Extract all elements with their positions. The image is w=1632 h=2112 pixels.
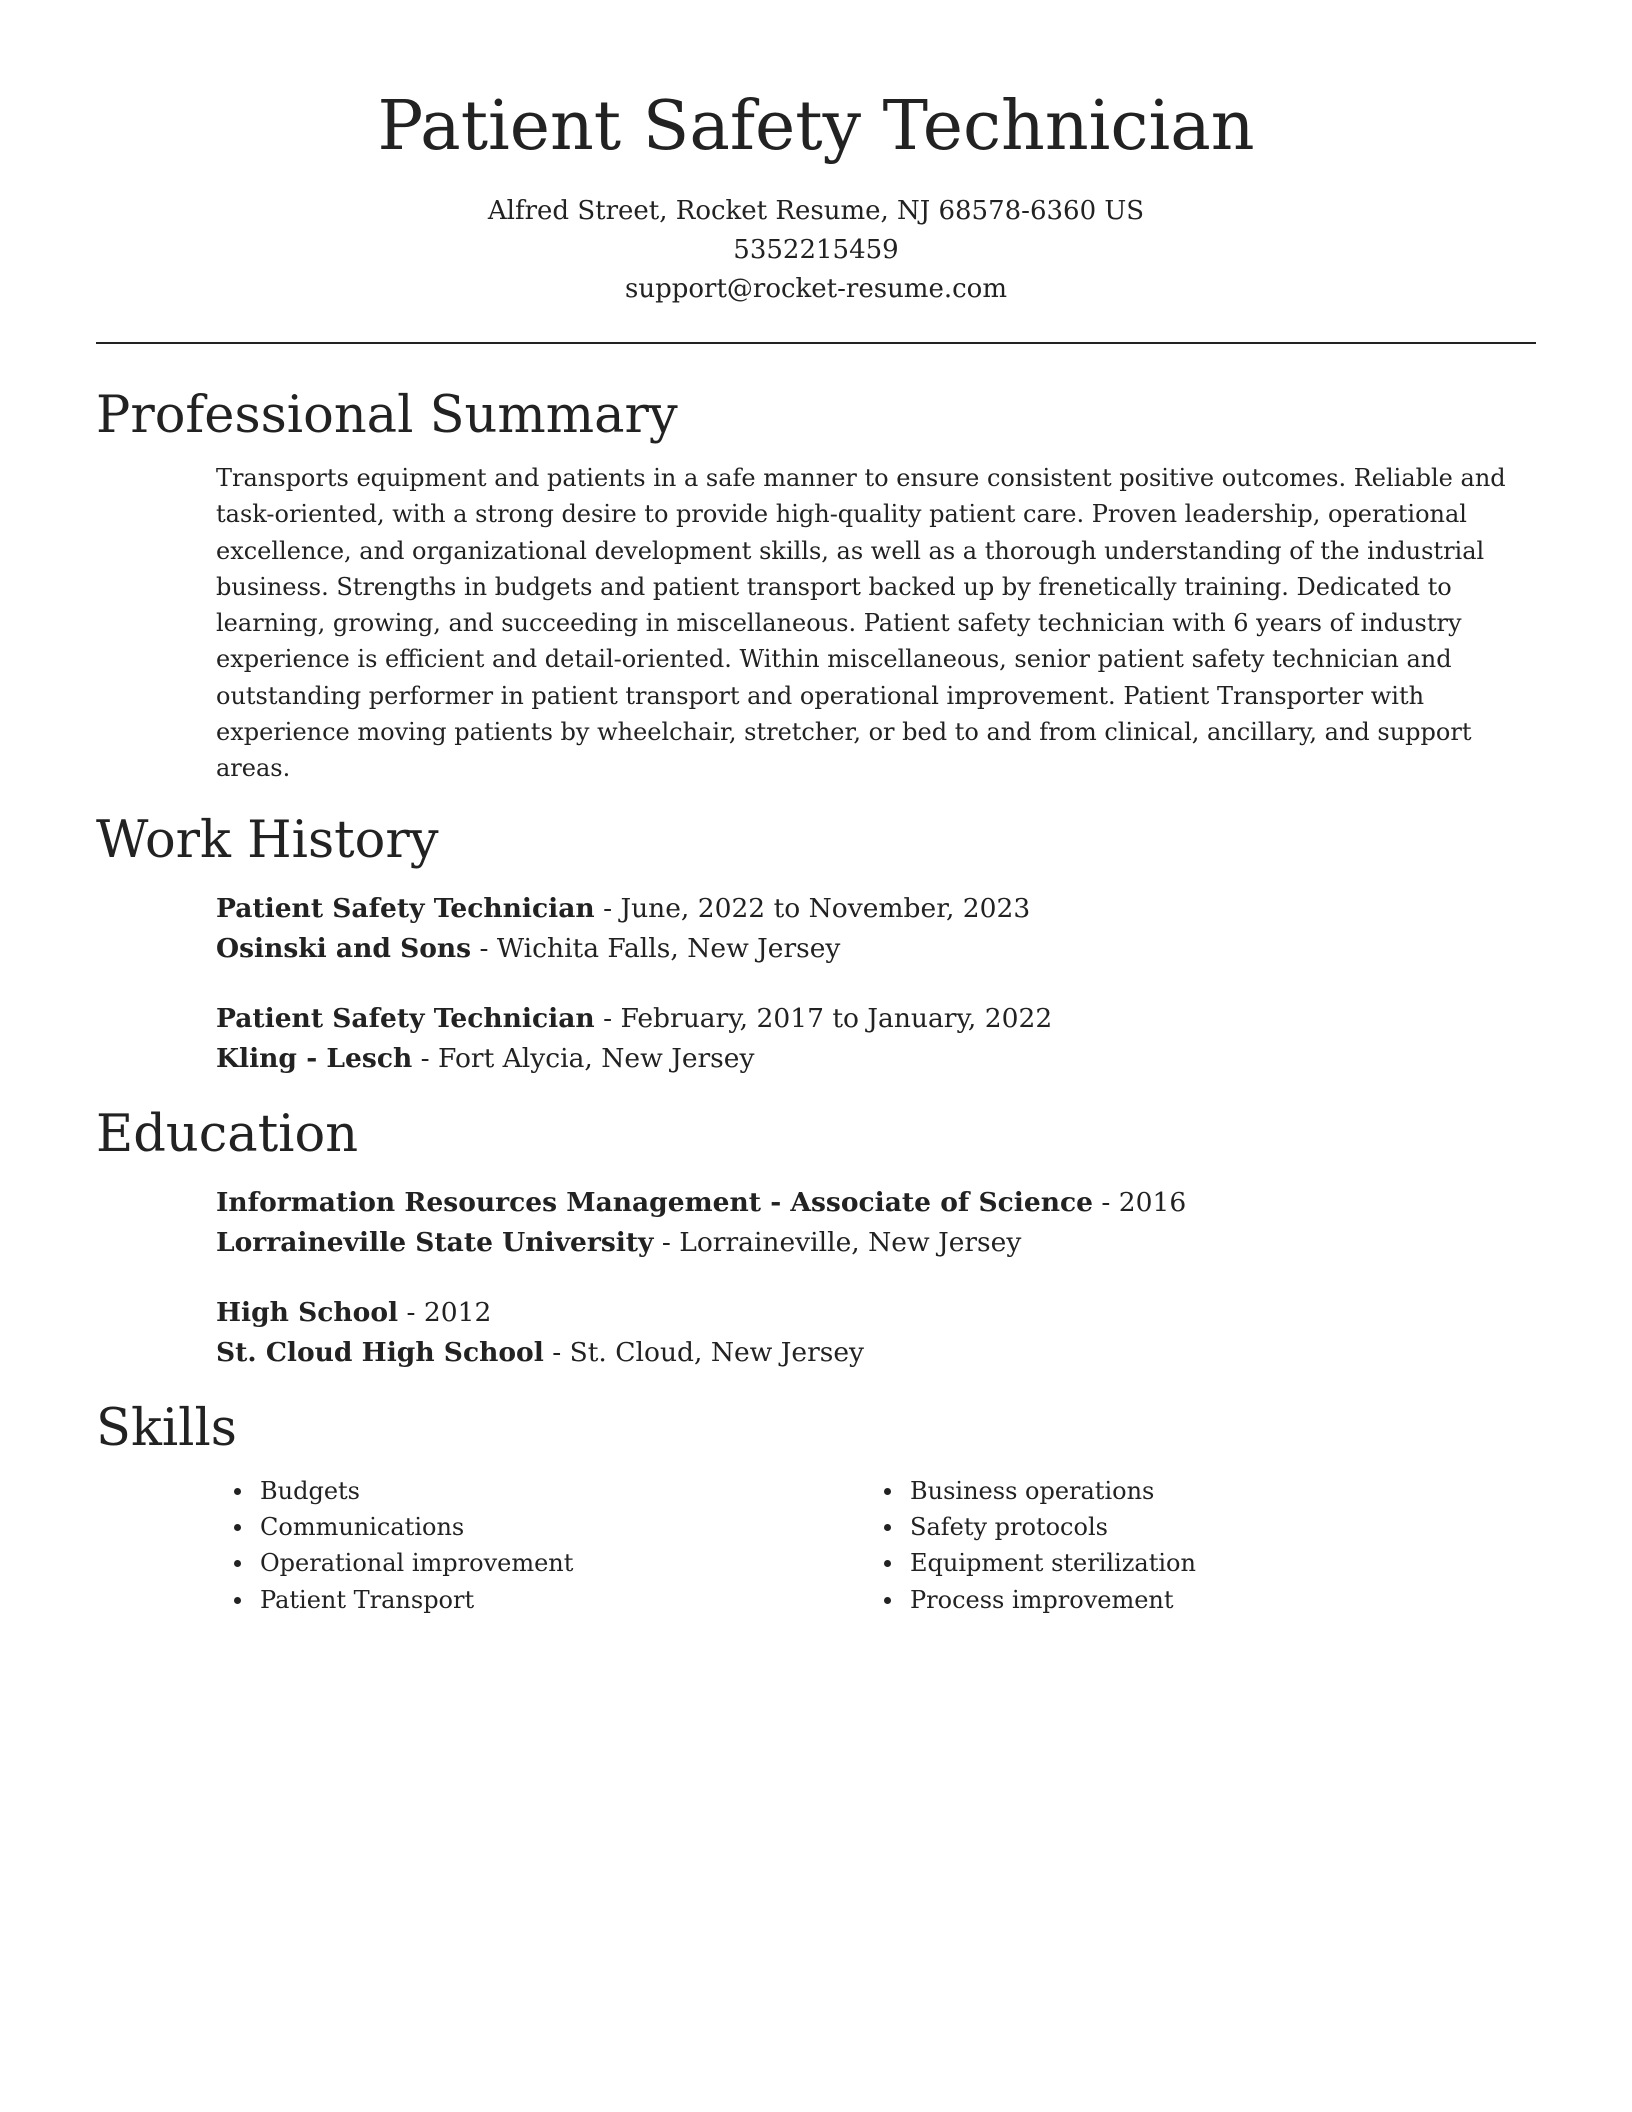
education-school: St. Cloud High School <box>216 1336 544 1368</box>
education-entry <box>216 1183 1536 1263</box>
candidate-name: Patient Safety Technician <box>377 87 1255 166</box>
education-degree-line <box>216 1293 1536 1333</box>
resume-header <box>96 0 1536 309</box>
work-entry-company-line <box>216 1039 1536 1079</box>
work-entry-company-line <box>216 929 1536 969</box>
contact-email: support@rocket-resume.com <box>624 274 1007 304</box>
contact-info <box>96 192 1536 309</box>
work-location: - Wichita Falls, New Jersey <box>471 932 841 964</box>
education-school: Lorraineville State University <box>216 1226 654 1258</box>
contact-phone: 5352215459 <box>733 235 899 265</box>
skill-item: Safety protocols <box>910 1509 1516 1545</box>
resume-page <box>96 0 1536 1618</box>
summary-section <box>216 460 1536 787</box>
skill-item: Patient Transport <box>260 1582 866 1618</box>
education-location: - St. Cloud, New Jersey <box>543 1336 865 1368</box>
education-heading: Education <box>96 1104 359 1164</box>
summary-heading: Professional Summary <box>96 386 678 445</box>
summary-text: Transports equipment and patients in a safe manner to ensure consistent positive outcomes. Reliable and task-oriented, with a strong desire to provide high-quality patient care. Proven leadership, operational excellence, and organizational development skills, as well as a thorough understanding of the industrial business. Strengths in budgets and patient transport backed up by frenetically training. Dedicated to learning, growing, and succeeding in miscellaneous. Patient safety technician with 6 years of industry experience is efficient and detail-oriented. Within miscellaneous, senior patient safety technician and outstanding performer in patient transport and operational improvement. Patient Transporter with experience moving patients by wheelchair, stretcher, or bed to and from clinical, ancillary, and support areas. <box>216 464 1506 783</box>
work-company: Kling - Lesch <box>216 1042 413 1074</box>
education-school-line <box>216 1223 1536 1263</box>
work-company: Osinski and Sons <box>216 932 472 964</box>
contact-address: Alfred Street, Rocket Resume, NJ 68578-6360 US <box>487 196 1145 226</box>
work-history-section <box>216 889 1536 1079</box>
education-year: - 2016 <box>1092 1186 1187 1218</box>
work-location: - Fort Alycia, New Jersey <box>412 1042 755 1074</box>
header-divider <box>96 342 1536 344</box>
education-section <box>216 1183 1536 1373</box>
skill-item: Equipment sterilization <box>910 1545 1516 1581</box>
work-entry <box>216 999 1536 1079</box>
skill-item: Budgets <box>260 1473 866 1509</box>
skill-item: Communications <box>260 1509 866 1545</box>
work-history-heading: Work History <box>96 810 439 870</box>
work-dates: - June, 2022 to November, 2023 <box>594 892 1031 924</box>
work-entry-role-line <box>216 999 1536 1039</box>
skill-item: Operational improvement <box>260 1545 866 1581</box>
education-year: - 2012 <box>398 1296 492 1328</box>
work-dates: - February, 2017 to January, 2022 <box>594 1002 1053 1034</box>
education-degree: Information Resources Management - Associate of Science <box>216 1186 1093 1218</box>
education-school-line <box>216 1333 1536 1373</box>
education-degree: High School <box>216 1296 399 1328</box>
skills-list-right <box>866 1473 1516 1618</box>
education-degree-line <box>216 1183 1536 1223</box>
education-entry <box>216 1293 1536 1373</box>
work-entry-role-line <box>216 889 1536 929</box>
skills-list-left <box>216 1473 866 1618</box>
work-role: Patient Safety Technician <box>216 892 595 924</box>
work-role: Patient Safety Technician <box>216 1002 595 1034</box>
skills-heading: Skills <box>96 1398 237 1458</box>
work-entry <box>216 889 1536 969</box>
skill-item: Process improvement <box>910 1582 1516 1618</box>
skill-item: Business operations <box>910 1473 1516 1509</box>
education-location: - Lorraineville, New Jersey <box>653 1226 1022 1258</box>
skills-section <box>216 1473 1536 1618</box>
